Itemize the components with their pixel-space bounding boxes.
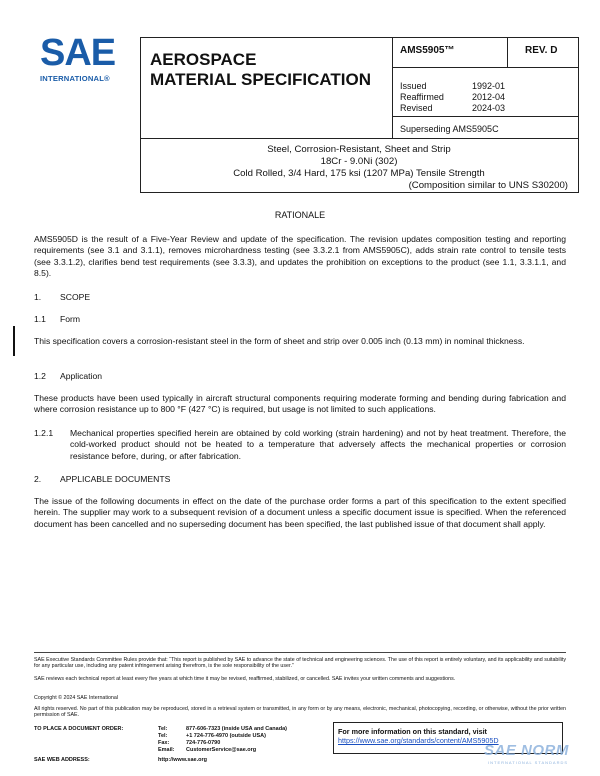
footer-rights-text: All rights reserved. No part of this publication may be reproduced, stored in a retrieval system or transmitted, in any form or by any means, electronic, mechanical, photocopying, recording, or otherwise, without the prior written permission of SAE. [34, 706, 566, 719]
subsection-number: 1.2.1 [34, 428, 54, 438]
section-title: APPLICABLE DOCUMENTS [60, 474, 171, 484]
contact-value: 877-606-7323 (inside USA and Canada) [186, 726, 287, 732]
spec-number: AMS5905™ [400, 45, 455, 56]
contact-value: 724-776-0790 [186, 740, 221, 746]
contact-label: Email: [158, 747, 175, 753]
section-paragraph: This specification covers a corrosion-resistant steel in the form of sheet and strip over 0.005 inch (0.13 mm) in nominal thickness. [34, 336, 525, 346]
revision-label: REV. D [525, 45, 558, 56]
date-label: Revised [400, 103, 433, 113]
header-divider [392, 116, 578, 117]
footer-review-text: SAE reviews each technical report at least every five years at which time it may be revised, reaffirmed, stabilized, or cancelled. SAE invites your written comments and suggestions. [34, 676, 456, 682]
watermark-subtext: INTERNATIONAL STANDARDS [488, 760, 569, 765]
subtitle-line: Steel, Corrosion-Resistant, Sheet and Strip [267, 144, 451, 155]
web-label: SAE WEB ADDRESS: [34, 757, 90, 763]
header-divider [392, 37, 393, 138]
section-number: 1. [34, 292, 42, 302]
contact-label: Tel: [158, 733, 168, 739]
title-line: MATERIAL SPECIFICATION [150, 70, 371, 89]
contact-label: Tel: [158, 726, 168, 732]
section-heading [34, 292, 90, 302]
section-heading [34, 314, 80, 324]
date-row [400, 103, 505, 114]
web-address-link[interactable]: http://www.sae.org [158, 757, 207, 763]
rationale-heading: RATIONALE [274, 210, 326, 220]
date-value: 1992-01 [472, 81, 506, 91]
footer-rules-text: SAE Executive Standards Committee Rules provide that: “This report is published by SAE to advance the state of technical and engineering sciences. The use of this report is entirely voluntary, and its applicability and suitability for any particular use, including any patent infringement arising therefrom, is the sole responsibility of the user.” [34, 657, 566, 670]
contact-value[interactable]: CustomerService@sae.org [186, 747, 257, 753]
superseding-note: Superseding AMS5905C [400, 124, 499, 134]
watermark-logo: SAE NORM [484, 742, 569, 759]
subtitle-line: 18Cr - 9.0Ni (302) [320, 156, 398, 167]
section-heading [34, 371, 102, 381]
section-title: SCOPE [60, 292, 91, 302]
date-row [400, 92, 505, 103]
section-number: 2. [34, 474, 42, 484]
date-value: 2012-04 [472, 92, 506, 102]
footer-rule [34, 652, 566, 653]
subsection-paragraph: Mechanical properties specified herein are obtained by cold working (strain hardening) and not by heat treatment. Therefore, the cold-worked product should not be heated to a temperature that adversely affects the mechanical properties or corrosion resistance before, during, or after fabrication. [70, 428, 566, 461]
date-list [400, 81, 505, 114]
section-title: Application [60, 371, 103, 381]
section-heading [34, 474, 170, 484]
standard-link[interactable]: https://www.sae.org/standards/content/AMS5905D [338, 736, 499, 745]
date-value: 2024-03 [472, 103, 506, 113]
section-title: Form [60, 314, 81, 324]
subtitle-line: (Composition similar to UNS S30200) [408, 180, 568, 191]
footer-copyright: Copyright © 2024 SAE International [34, 695, 118, 701]
sae-logo-subtext: INTERNATIONAL® [40, 74, 110, 83]
date-row [400, 81, 505, 92]
section-paragraph: The issue of the following documents in effect on the date of the purchase order forms a part of this specification to the extent specified herein. The supplier may work to a subsequent revision of a document unless a specific document issue is specified. When the referenced document has been cancelled and no superseding document has been specified, the last published issue of that document shall apply. [34, 496, 566, 529]
rationale-paragraph: AMS5905D is the result of a Five-Year Review and update of the specification. The revision updates composition testing and reporting requirements (see 3.1 and 3.1.1), removes microhardness testing (see 3.3.2.1 from AMS5905C), adds strain rate control to tensile tests (see 3.3.1.2), clarifies bend test requirements (see 3.3.3), and updates the prohibition on exceptions to the product (see 1.1, 3.3.1.1, and 8.5). [34, 234, 566, 278]
document-title [150, 50, 371, 90]
sae-logo: SAE [40, 32, 116, 74]
section-paragraph: These products have been used typically in aircraft structural components requiring moderate forming and bending during fabrication and where corrosion resistance up to 800 °F (427 °C) is required, but usage is not limited to such applications. [34, 393, 566, 415]
header-divider [392, 67, 578, 68]
date-label: Issued [400, 81, 427, 91]
contact-value-list [186, 726, 287, 754]
title-line: AEROSPACE [150, 50, 257, 69]
order-label: TO PLACE A DOCUMENT ORDER: [34, 726, 124, 732]
date-label: Reaffirmed [400, 92, 444, 102]
contact-label-list [158, 726, 175, 754]
revision-change-bar [13, 326, 15, 356]
info-title: For more information on this standard, visit [338, 727, 487, 736]
header-divider [507, 37, 508, 68]
section-number: 1.1 [34, 314, 46, 324]
subtitle-line: Cold Rolled, 3/4 Hard, 175 ksi (1207 MPa) Tensile Strength [233, 168, 485, 179]
contact-value: +1 724-776-4970 (outside USA) [186, 733, 266, 739]
contact-label: Fax: [158, 740, 170, 746]
section-number: 1.2 [34, 371, 46, 381]
